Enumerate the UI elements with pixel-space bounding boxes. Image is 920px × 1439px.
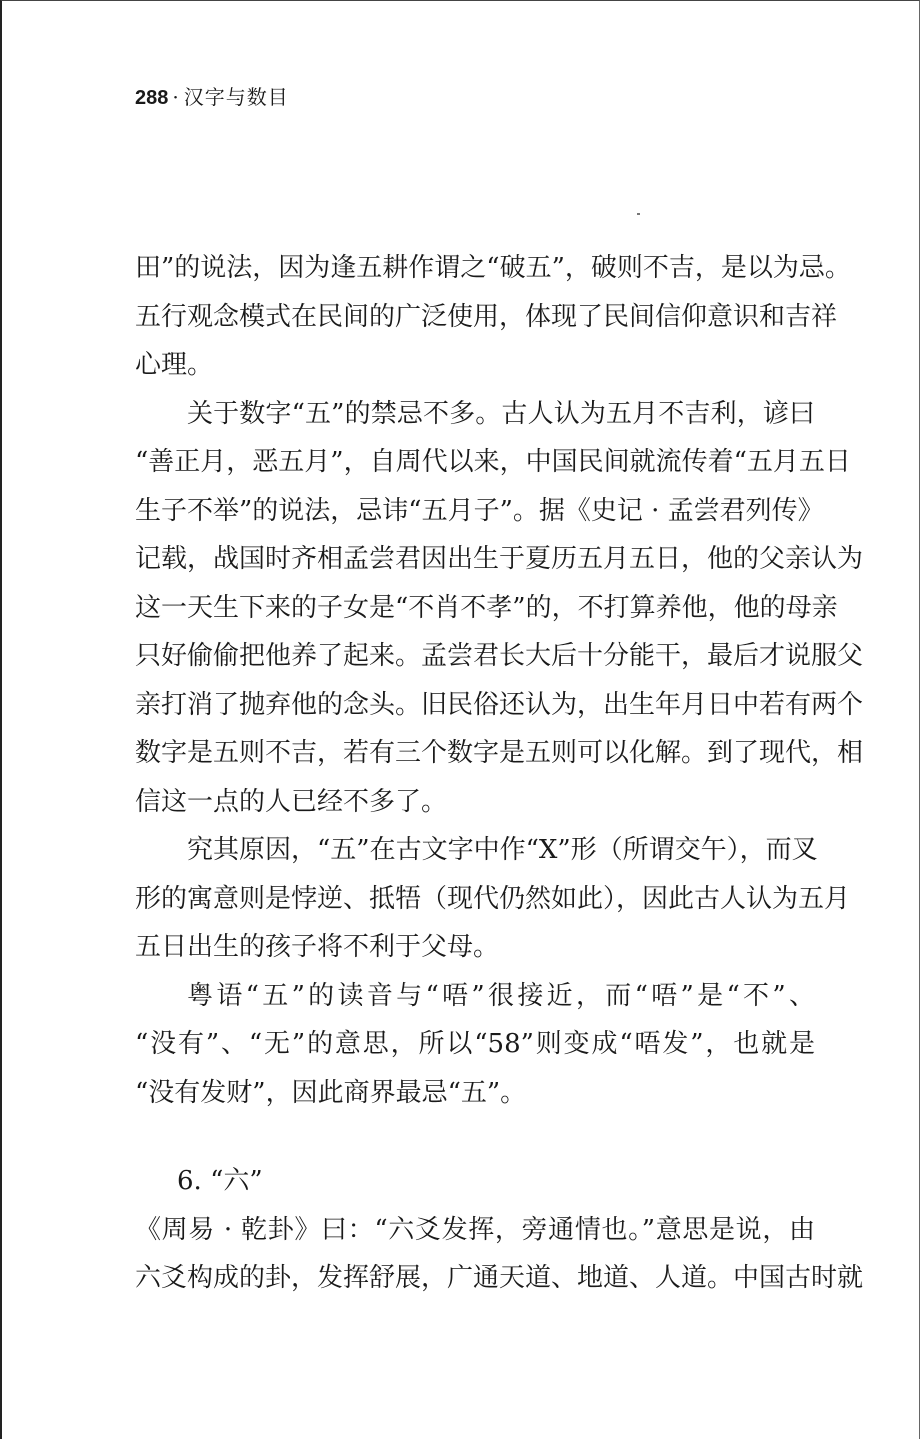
text-line: 亲打消了抛弃他的念头。旧民俗还认为，出生年月日中若有两个 — [135, 689, 864, 720]
text-line: 这一天生下来的子女是“不肖不孝”的，不打算养他，他的母亲 — [135, 592, 838, 623]
text-line: “没有发财”，因此商界最忌“五”。 — [135, 1077, 527, 1108]
text-line: 五日出生的孩子将不利于父母。 — [135, 932, 500, 962]
text-line: 记载，战国时齐相孟尝君因出生于夏历五月五日，他的父亲认为 — [135, 544, 864, 574]
page-number: 288 — [135, 87, 169, 109]
text-line: 只好偷偷把他养了起来。孟尝君长大后十分能干，最后才说服父 — [135, 641, 864, 671]
text-line: 心理。 — [135, 350, 214, 380]
text-line: 田”的说法，因为逢五耕作谓之“破五”，破则不吉，是以为忌。 — [135, 253, 851, 283]
paragraph-1 — [135, 244, 851, 390]
paragraph-4 — [135, 972, 815, 1118]
scan-speck — [637, 213, 640, 215]
section-gap — [135, 1117, 815, 1157]
text-line: 六爻构成的卦，发挥舒展，广通天道、地道、人道。中国古时就 — [135, 1263, 864, 1293]
text-line: 数字是五则不吉，若有三个数字是五则可以化解。到了现代，相 — [135, 738, 864, 768]
section-paragraph — [135, 1206, 864, 1303]
text-line: 生子不举”的说法，忌讳“五月子”。据《史记 · 孟尝君列传》 — [135, 495, 824, 526]
text-line: 形的寓意则是悖逆、抵牾（现代仍然如此），因此古人认为五月 — [135, 883, 851, 914]
text-line: 关于数字“五”的禁忌不多。古人认为五月不吉利，谚曰 — [187, 398, 815, 429]
text-line: 粤语“五”的读音与“唔”很接近，而“唔”是“不”、 — [187, 980, 815, 1011]
text-line: 《周易 · 乾卦》曰：“六爻发挥，旁通情也。”意思是说，由 — [135, 1214, 815, 1245]
paragraph-3 — [135, 826, 851, 972]
text-line: “善正月，恶五月”，自周代以来，中国民间就流传着“五月五日 — [135, 447, 851, 477]
running-header — [135, 81, 289, 110]
paragraph-2 — [135, 390, 864, 827]
text-line: “没有”、“无”的意思，所以“58”则变成“唔发”，也就是 — [135, 1029, 815, 1059]
text-line: 信这一点的人已经不多了。 — [135, 786, 448, 817]
text-line: 五行观念模式在民间的广泛使用，体现了民间信仰意识和吉祥 — [135, 301, 838, 332]
section-heading: 6. “六” — [177, 1166, 263, 1196]
book-title: 汉字与数目 — [183, 85, 289, 109]
body-text — [135, 244, 864, 1303]
text-line: 究其原因，“五”在古文字中作“X”形（所谓交午），而叉 — [187, 835, 818, 865]
header-separator: · — [172, 85, 180, 109]
